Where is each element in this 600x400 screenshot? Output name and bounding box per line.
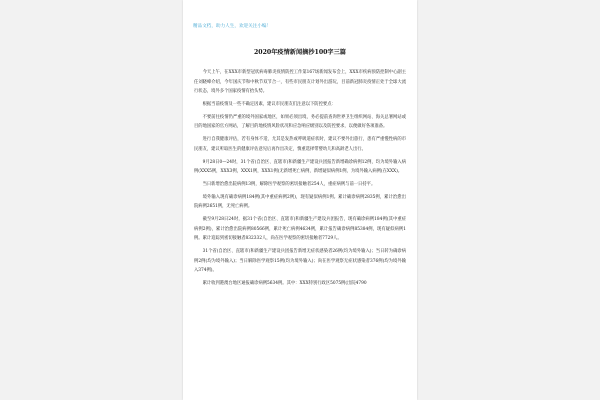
paragraph: 截至9月28日24时，据31个省(自治区、直辖市)和新疆生产建设兵团报告，现有确诊病例184例(其中重症病例2例)，累计治愈出院病例80566例，累计死亡病例4634例，累计报告确诊病例85384例，现有疑似病例1例。累计追踪到密切接触者832332人，尚在医学观察的密切接触者7729人。 [194, 217, 406, 242]
paragraph: 31个省(自治区、直辖市)和新疆生产建设兵团报告新增无症状感染者26例(均为境外输入)；当日转为确诊病例2例(均为境外输入)；当日解除医学观察15例(均为境外输入)；尚在医学观察无症状感染者376例(均为境外输入374例)。 [194, 249, 406, 274]
article-body [194, 68, 406, 292]
paragraph: 当日新增治愈出院病例13例，解除医学观察的密切接触者254人，重症病例与前一日持平。 [202, 181, 376, 187]
paragraph: 今天上午，在XXX市新型冠状病毒肺炎疫情防控工作第167场新闻发布会上，XXX市疾病预防控制中心副主任刘晓峰介绍，今年国庆节和中秋节双节合一，有些市民朋友计划外出游玩，目前新冠肺炎疫情正处于全球大流行状态，境外多个国家疫情有抬头势。 [194, 70, 406, 95]
paragraph: 境外输入现有确诊病例184例(其中重症病例2例)，现有疑似病例1例。累计确诊病例2835例，累计治愈出院病例2651例，无死亡病例。 [194, 194, 406, 210]
paragraph: 累计收到港澳台地区通报确诊病例5634例。其中：XXX特别行政区5075例(出院4790 [202, 280, 367, 286]
paragraph: 不要前往疫情仍严重的境外国家或地区，如果必须出境，务必提前查询世界卫生组织网站、海关总署网站或目的地国家的官方网站，了解目的地疫情风险状况和应急响应级别以及防控要求，以便做好各项准备。 [194, 114, 406, 130]
paragraph: 9月28日0—24时，31个省(自治区、直辖市)和新疆生产建设兵团报告新增确诊病例12例，均为境外输入病例(XXX5例，XXX3例，XXX1例，XXX1例(无新增死亡病例，新增疑似病例1例，为境外输入病例(在XXX)。 [194, 159, 406, 175]
paragraph: 进行自我健康评估，若有身体不适，尤其是发热或呼吸道症状时，建议不要外出旅行，患有严重慢性病的市民朋友，建议听取医生的健康评估意见后再作出决定，慎重选择带婴幼儿和高龄老人出行。 [194, 137, 406, 152]
paragraph: 根据当前疫情及一些不确定因素，建议市民朋友们注意以下防控要点： [202, 101, 336, 107]
page-title: 2020年疫情新闻摘抄100字三篇 [253, 49, 346, 56]
promo-banner: 精品文档，助力人生，欢迎关注小编！ [193, 24, 272, 29]
document-page [183, 0, 417, 400]
